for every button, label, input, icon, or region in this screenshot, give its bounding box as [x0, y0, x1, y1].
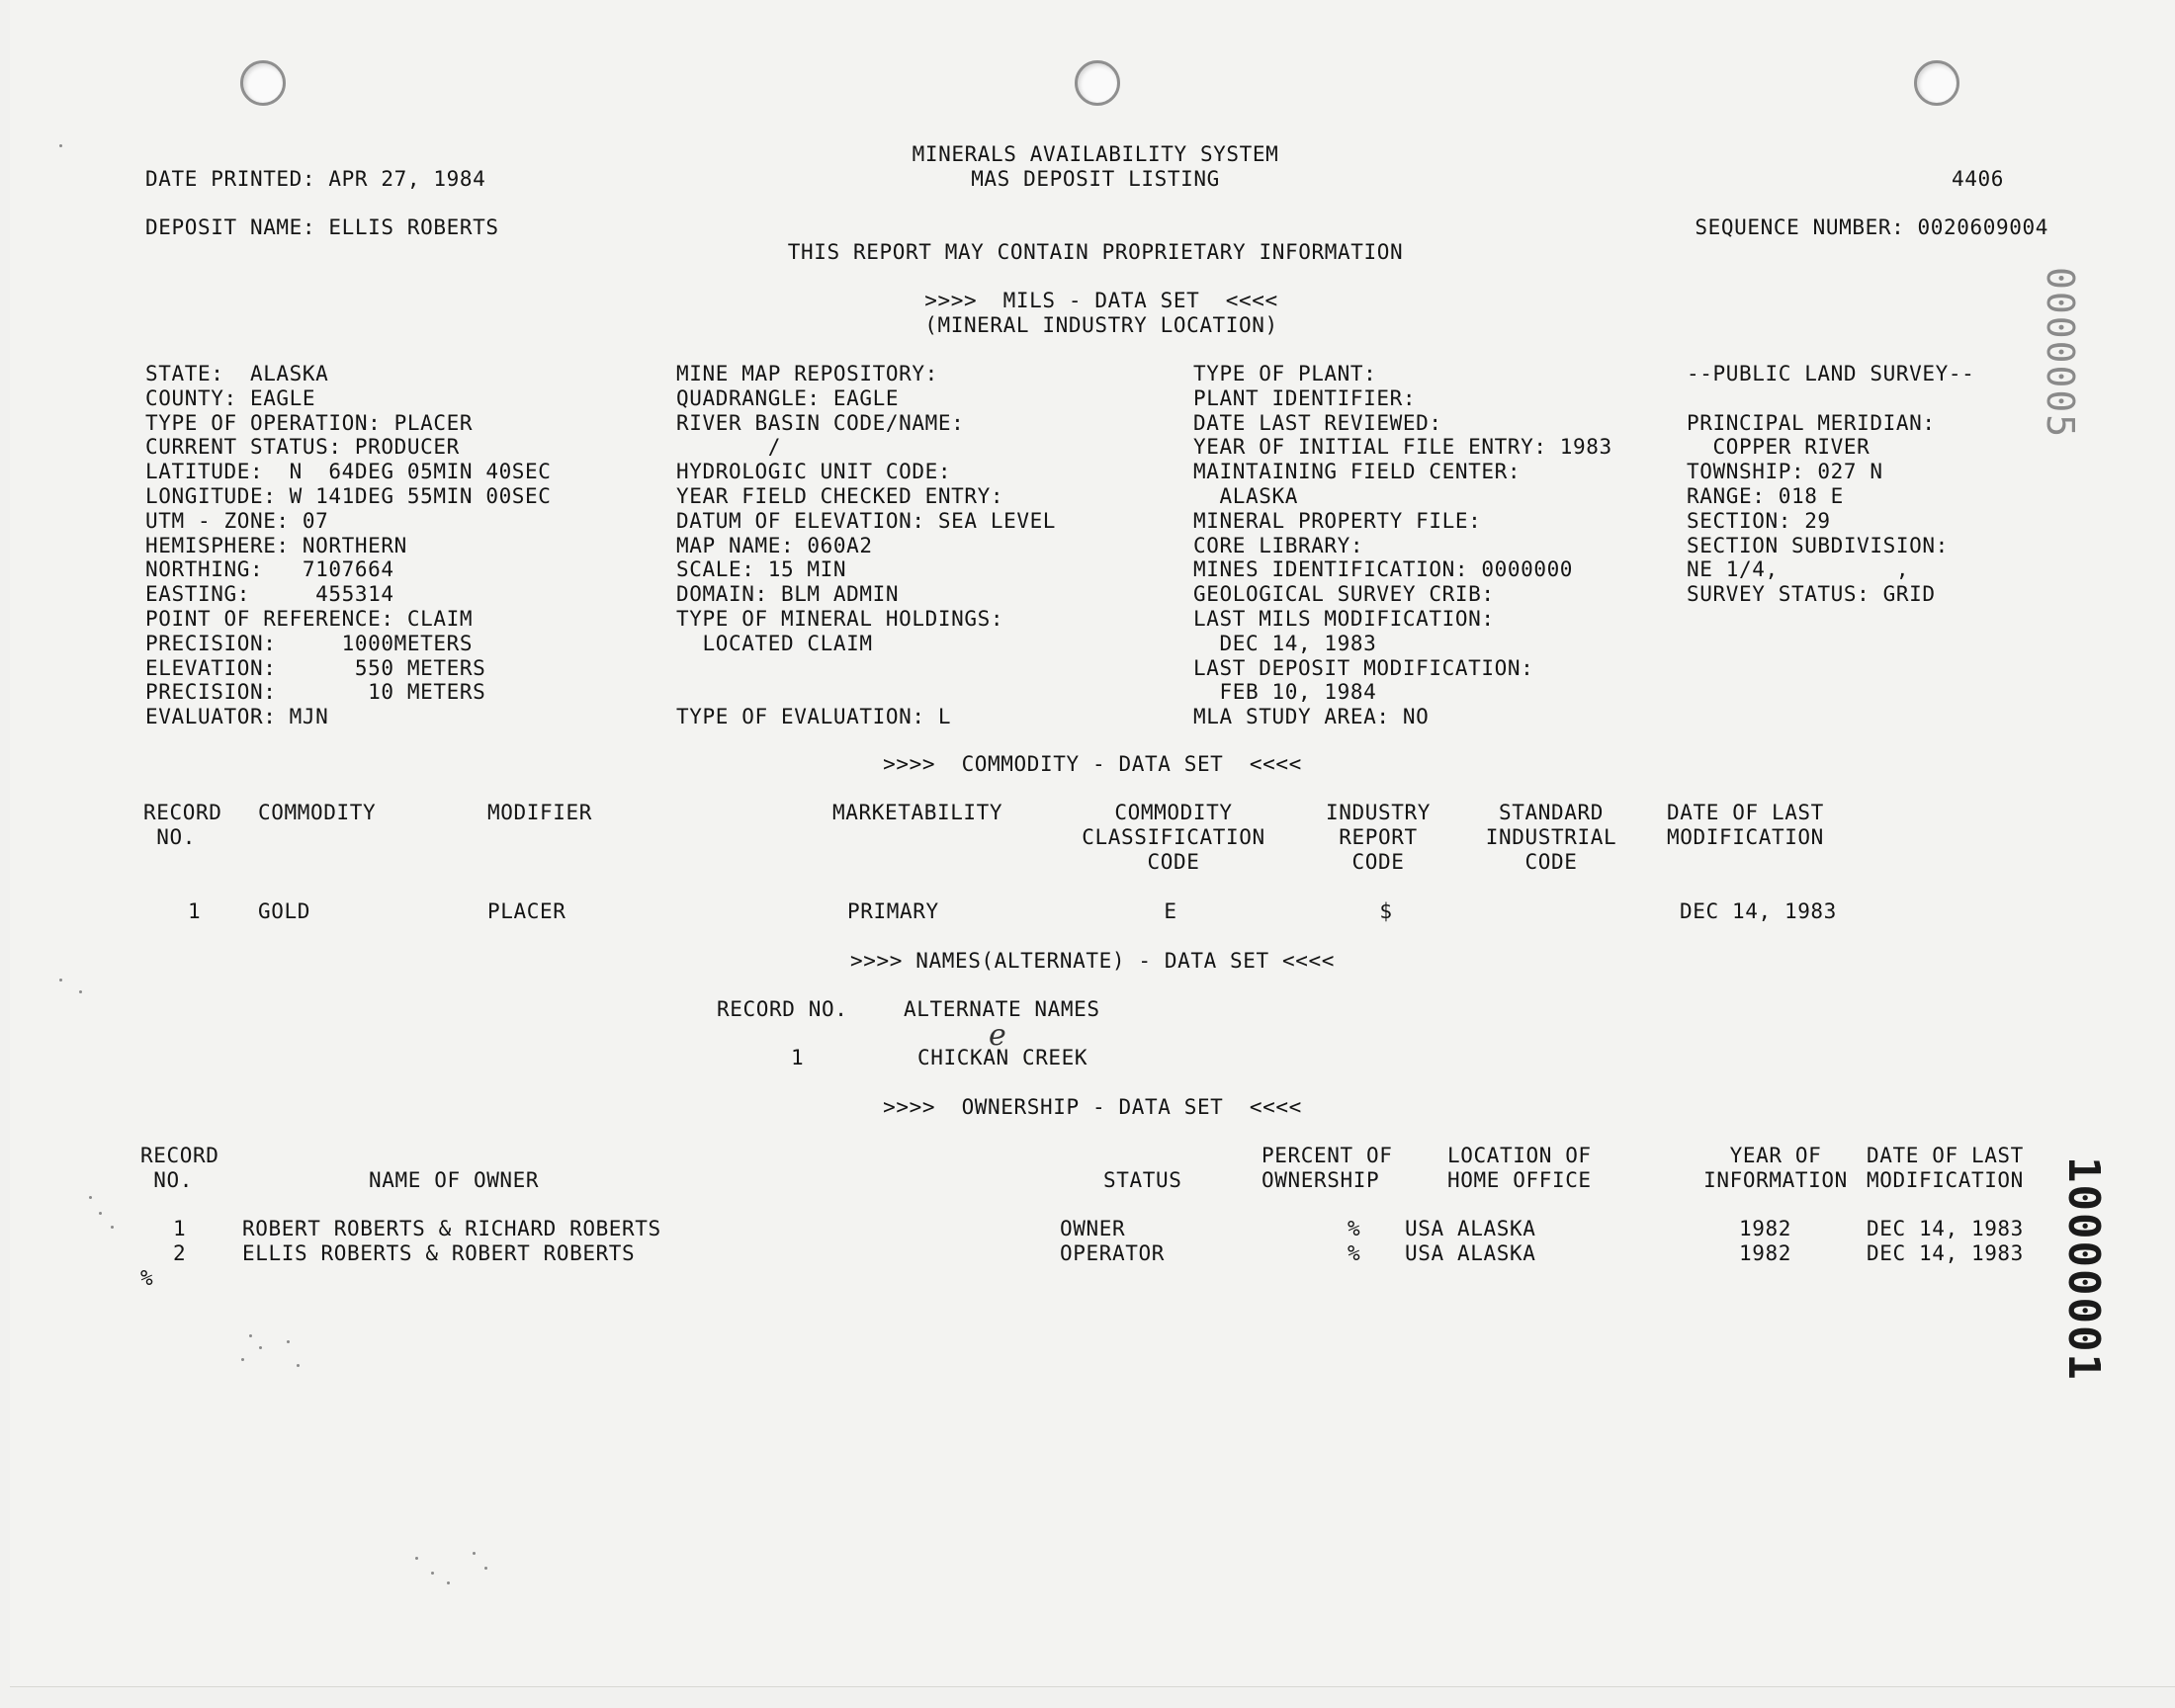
mils-section-subtitle: (MINERAL INDUSTRY LOCATION)	[924, 313, 1278, 337]
ownership-status: OPERATOR	[1060, 1241, 1165, 1265]
mils-field: UTM - ZONE: 07	[145, 508, 329, 533]
mils-field: LATITUDE: N 64DEG 05MIN 40SEC	[145, 460, 552, 484]
commodity-header-marketability: MARKETABILITY	[832, 801, 1003, 824]
ownership-percent: %	[1348, 1217, 1361, 1240]
names-header-record: RECORD NO.	[717, 997, 848, 1021]
ownership-header-date: DATE OF LAST MODIFICATION	[1867, 1144, 2024, 1192]
mils-field: RANGE: 018 E	[1687, 483, 1844, 508]
ownership-percent: %	[1348, 1241, 1361, 1265]
mils-field: RIVER BASIN CODE/NAME:	[676, 410, 965, 435]
commodity-marketability: PRIMARY	[847, 899, 939, 923]
mils-field: TYPE OF EVALUATION: L	[676, 705, 952, 729]
mils-section-title: >>>> MILS - DATA SET <<<<	[924, 289, 1278, 312]
commodity-header-record: RECORD NO.	[143, 801, 222, 849]
mils-field: PRINCIPAL MERIDIAN:	[1687, 410, 1936, 435]
mils-field: COPPER RIVER	[1687, 435, 1870, 460]
mils-field: DOMAIN: BLM ADMIN	[676, 582, 900, 607]
mils-field: CORE LIBRARY:	[1193, 533, 1364, 557]
ownership-header-year: YEAR OF INFORMATION	[1703, 1144, 1848, 1192]
ownership-section-title: >>>> OWNERSHIP - DATA SET <<<<	[883, 1095, 1302, 1119]
listing-title: MAS DEPOSIT LISTING	[971, 167, 1220, 191]
mils-field: DEC 14, 1983	[1193, 631, 1377, 655]
mils-field: MINERAL PROPERTY FILE:	[1193, 508, 1482, 533]
mils-field: MINE MAP REPOSITORY:	[676, 362, 938, 385]
mils-column-map	[676, 362, 1056, 729]
side-stamp-light: 0000005	[2039, 267, 2082, 440]
mils-field: LAST DEPOSIT MODIFICATION:	[1193, 655, 1534, 680]
mils-field: MLA STUDY AREA: NO	[1193, 705, 1430, 729]
alternate-name: CHICKAN CREEK	[917, 1046, 1088, 1069]
mils-field: YEAR FIELD CHECKED ENTRY:	[676, 483, 1004, 508]
mils-field: PLANT IDENTIFIER:	[1193, 385, 1417, 410]
mils-field: FEB 10, 1984	[1193, 680, 1377, 705]
commodity-section-title: >>>> COMMODITY - DATA SET <<<<	[883, 752, 1302, 776]
commodity-date: DEC 14, 1983	[1680, 899, 1837, 923]
commodity-header-modifier: MODIFIER	[487, 801, 592, 824]
mils-field: LOCATED CLAIM	[676, 631, 873, 655]
mils-field: TOWNSHIP: 027 N	[1687, 460, 1883, 484]
mils-field: HEMISPHERE: NORTHERN	[145, 533, 407, 557]
mils-field: SECTION SUBDIVISION:	[1687, 533, 1949, 557]
mils-field: EVALUATOR: MJN	[145, 705, 329, 729]
ownership-year: 1982	[1739, 1241, 1791, 1265]
mils-field: YEAR OF INITIAL FILE ENTRY: 1983	[1193, 435, 1612, 460]
side-stamp-dark: 10000001	[2058, 1156, 2109, 1382]
mils-field: POINT OF REFERENCE: CLAIM	[145, 606, 474, 631]
mils-field	[676, 656, 1056, 681]
mils-field: ELEVATION: 550 METERS	[145, 655, 486, 680]
ownership-owner-name: ELLIS ROBERTS & ROBERT ROBERTS	[242, 1241, 636, 1265]
names-header-alternate: ALTERNATE NAMES	[904, 997, 1100, 1021]
mils-field: --PUBLIC LAND SURVEY--	[1687, 362, 1975, 385]
ownership-location: USA ALASKA	[1405, 1217, 1536, 1240]
commodity-industry-code: $	[1379, 899, 1393, 923]
names-record-no: 1	[791, 1046, 805, 1069]
ownership-location: USA ALASKA	[1405, 1241, 1536, 1265]
commodity-name: GOLD	[258, 899, 310, 923]
mils-field: LONGITUDE: W 141DEG 55MIN 00SEC	[145, 483, 552, 508]
mils-field	[676, 680, 1056, 705]
ownership-header-status: STATUS	[1103, 1168, 1182, 1192]
ownership-owner-name: ROBERT ROBERTS & RICHARD ROBERTS	[242, 1217, 661, 1240]
commodity-header-classification: COMMODITY CLASSIFICATION CODE	[1082, 801, 1265, 874]
mils-field: /	[676, 435, 781, 460]
commodity-header-industry: INDUSTRY REPORT CODE	[1326, 801, 1431, 874]
commodity-header-commodity: COMMODITY	[258, 801, 377, 824]
mils-field: QUADRANGLE: EAGLE	[676, 385, 900, 410]
mils-field: COUNTY: EAGLE	[145, 385, 316, 410]
deposit-name: DEPOSIT NAME: ELLIS ROBERTS	[145, 215, 499, 239]
mils-field: HYDROLOGIC UNIT CODE:	[676, 460, 952, 484]
mils-field: EASTING: 455314	[145, 582, 394, 607]
page-code: 4406	[1952, 167, 2004, 191]
mils-field: PRECISION: 10 METERS	[145, 680, 486, 705]
commodity-record-no: 1	[188, 899, 202, 923]
handwritten-correction: e	[989, 1018, 1006, 1053]
mils-field: LAST MILS MODIFICATION:	[1193, 606, 1495, 631]
punch-hole-center	[1075, 60, 1120, 106]
commodity-classification-code: E	[1164, 899, 1177, 923]
mils-column-file	[1193, 362, 1612, 729]
mils-field: STATE: ALASKA	[145, 362, 329, 385]
mils-field: TYPE OF MINERAL HOLDINGS:	[676, 606, 1004, 631]
mils-field: DATE LAST REVIEWED:	[1193, 410, 1442, 435]
mils-field: NE 1/4, ,	[1687, 557, 1910, 582]
mils-field: SECTION: 29	[1687, 508, 1831, 533]
mils-field: SCALE: 15 MIN	[676, 557, 847, 582]
mils-field: PRECISION: 1000METERS	[145, 631, 474, 655]
mils-field: MINES IDENTIFICATION: 0000000	[1193, 557, 1574, 582]
mils-field: NORTHING: 7107664	[145, 557, 394, 582]
commodity-header-date: DATE OF LAST MODIFICATION	[1667, 801, 1824, 849]
mils-column-location	[145, 362, 552, 729]
ownership-record-no: 1	[173, 1217, 187, 1240]
punch-hole-right	[1914, 60, 1959, 106]
date-printed: DATE PRINTED: APR 27, 1984	[145, 167, 486, 191]
sequence-number: SEQUENCE NUMBER: 0020609004	[1695, 215, 2048, 239]
ownership-year: 1982	[1739, 1217, 1791, 1240]
mils-field: DATUM OF ELEVATION: SEA LEVEL	[676, 508, 1057, 533]
names-section-title: >>>> NAMES(ALTERNATE) - DATA SET <<<<	[850, 949, 1335, 973]
mils-field: GEOLOGICAL SURVEY CRIB:	[1193, 582, 1495, 607]
mils-field	[1687, 386, 1974, 411]
punch-hole-left	[240, 60, 286, 106]
mils-field: ALASKA	[1193, 483, 1298, 508]
mils-column-land-survey	[1687, 362, 1974, 607]
commodity-modifier: PLACER	[487, 899, 566, 923]
ownership-status: OWNER	[1060, 1217, 1126, 1240]
ownership-record-no: 2	[173, 1241, 187, 1265]
ownership-header-location: LOCATION OF HOME OFFICE	[1447, 1144, 1592, 1192]
commodity-header-sic: STANDARD INDUSTRIAL CODE	[1485, 801, 1617, 874]
ownership-header-percent: PERCENT OF OWNERSHIP	[1262, 1144, 1393, 1192]
ownership-date: DEC 14, 1983	[1867, 1217, 2024, 1240]
proprietary-notice: THIS REPORT MAY CONTAIN PROPRIETARY INFORMATION	[787, 240, 1404, 264]
mils-field: TYPE OF OPERATION: PLACER	[145, 410, 474, 435]
system-title: MINERALS AVAILABILITY SYSTEM	[912, 142, 1279, 166]
mils-field: SURVEY STATUS: GRID	[1687, 582, 1936, 607]
mils-field: MAINTAINING FIELD CENTER:	[1193, 460, 1522, 484]
ownership-trailer: %	[140, 1266, 154, 1290]
ownership-date: DEC 14, 1983	[1867, 1241, 2024, 1265]
mils-field: TYPE OF PLANT:	[1193, 362, 1377, 385]
ownership-header-record: RECORD NO.	[140, 1144, 219, 1192]
ownership-header-owner: NAME OF OWNER	[369, 1168, 540, 1192]
mils-field: MAP NAME: 060A2	[676, 533, 873, 557]
mils-field: CURRENT STATUS: PRODUCER	[145, 435, 460, 460]
